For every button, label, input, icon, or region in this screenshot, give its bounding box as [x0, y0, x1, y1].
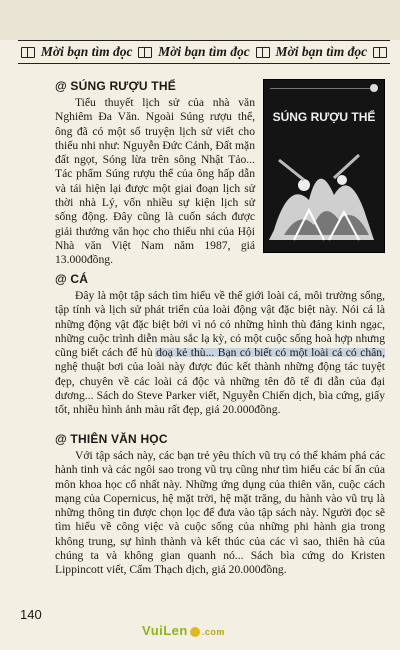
banner-text-3: Mời bạn tìm đọc	[275, 44, 368, 59]
section-paragraph-ca: Đây là một tập sách tìm hiểu về thế giới loài cá, môi trường sống, tập tính và lịch sử phát triển của loài động vật đặc biệt này. Nói cá là những động vật đặc biệt bởi vì nó có những hình thù đáng kinh ngạc, những cuộc trình diễn màu sắc lạ kỳ, có một cuộc sống hoà hợp nhưng cũng biết cách để hù doạ kẻ thù... Bạn có biết có một loài cá có chân, nghệ thuật bơi của loài này được đúc kết thành những động tác tuyệt đẹp, chuyên về các loài cá độc và những tên đô tể đi dẫn của đại dương... Sách do Steve Parker viết, Nguyễn Chiến dịch, bìa cứng, giấy tốt, nhiều hình ảnh màu rất đẹp, giá 20.000đồng.	[55, 289, 385, 417]
header-banner	[18, 40, 390, 64]
section-heading-sung-ruou-the: @ SÚNG RƯỢU THỂ	[55, 79, 176, 93]
site-logo-suffix: .com	[201, 627, 225, 637]
section-heading-ca: @ CÁ	[55, 272, 89, 286]
book-icon	[256, 47, 270, 58]
cover-illustration	[264, 140, 384, 250]
cover-title: SÚNG RƯỢU THỂ	[272, 110, 376, 124]
page-number: 140	[20, 607, 42, 622]
section-heading-thien-van-hoc: @ THIÊN VĂN HỌC	[55, 432, 168, 446]
section-paragraph-thien-van-hoc: Với tập sách này, các bạn trẻ yêu thích vũ trụ có thể khám phá các hành tinh và các ngôi sao trong vũ trụ cũng như tìm hiểu các bí ẩn của môn khoa học cổ nhất này. Những ứng dụng của thiên văn, cuộc cách mạng của Copernicus, hệ mặt trời, hệ mặt trăng, du hành vào vũ trụ là những thông tin được chọn lọc để đưa vào tập sách này. Người đọc sẽ tìm hiểu về công việc và cuộc sống của những phi hành gia trong không trung, sự hình thành và kết thúc của các vì sao, thiên hà của chúng ta và không gian quanh nó... Sách bìa cứng do Kristen Lippincott viết, Cẩm Thạch dịch, giá 20.000đồng.	[55, 449, 385, 577]
sun-icon	[190, 627, 200, 637]
site-watermark-logo	[142, 623, 225, 638]
top-margin	[0, 0, 400, 40]
book-icon	[138, 47, 152, 58]
book-icon	[373, 47, 387, 58]
section-paragraph-sung-ruou-the: Tiểu thuyết lịch sử của nhà văn Nghiêm Đa Văn. Ngoài Súng rượu thể, ông đã có một số truyện lịch sử viết cho thiếu nhi như: Nguyễn Đức Cảnh, Đất mặn đất ngọt, Sóng lừa trên sông Nhật Tảo... Tác phẩm Súng rượu thể của ông hấp dẫn và tái hiện lại được một giai đoạn lịch sử thời nhà Lý, vốn nhiều sự kiện lịch sử sống động. Đây cũng là cuốn sách được giải thưởng văn học cho thiếu nhi của Hội Nhà văn Việt Nam năm 1987, giá 13.000đồng.	[55, 96, 255, 267]
banner-text-1: Mời bạn tìm đọc	[40, 44, 133, 59]
book-cover-image	[263, 79, 385, 253]
site-logo-name: VuiLen	[142, 623, 188, 638]
cover-author-line	[270, 88, 370, 92]
book-icon	[21, 47, 35, 58]
banner-text-2: Mời bạn tìm đọc	[158, 44, 250, 59]
publisher-logo-icon	[370, 84, 378, 92]
